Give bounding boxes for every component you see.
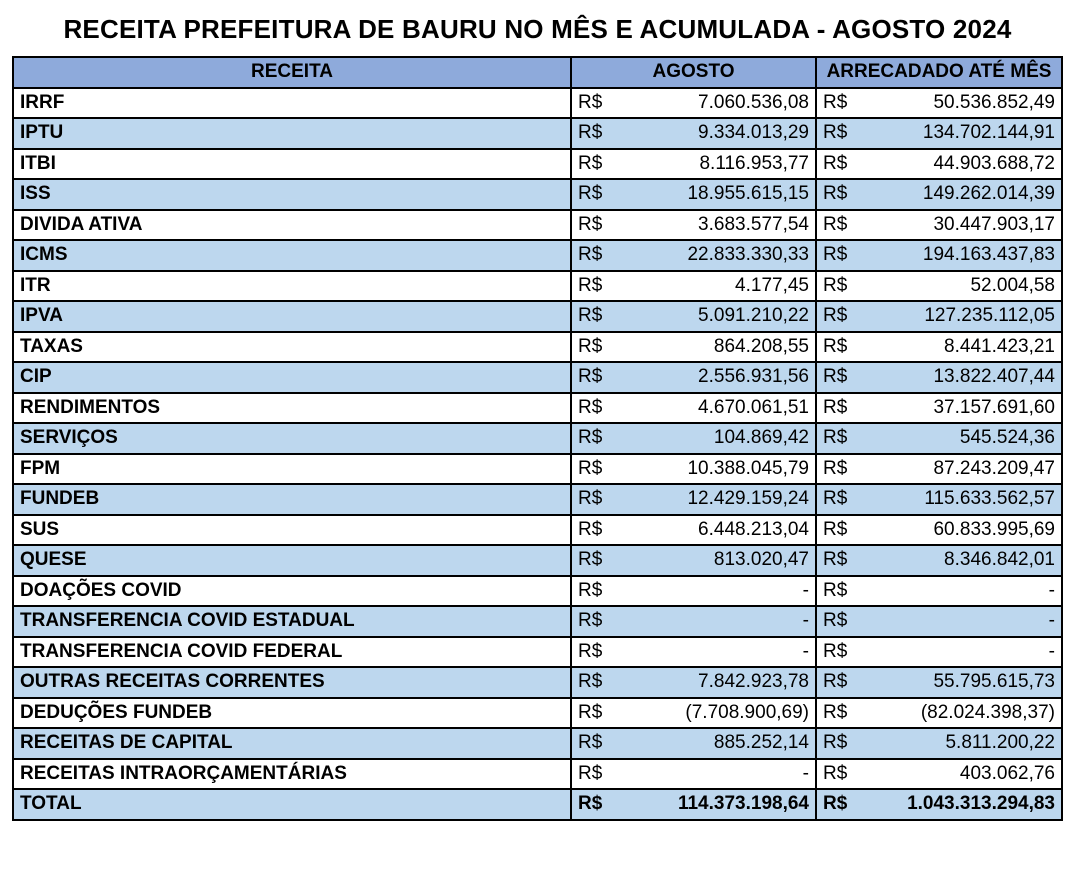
agosto-value: 2.556.931,56 — [616, 362, 816, 393]
acumulado-value: 8.441.423,21 — [861, 332, 1062, 363]
acumulado-currency: R$ — [816, 606, 861, 637]
agosto-currency: R$ — [571, 637, 616, 668]
row-label: ICMS — [13, 240, 571, 271]
acumulado-value: - — [861, 606, 1062, 637]
acumulado-currency: R$ — [816, 271, 861, 302]
acumulado-value: 44.903.688,72 — [861, 149, 1062, 180]
agosto-currency: R$ — [571, 118, 616, 149]
agosto-value: 114.373.198,64 — [616, 789, 816, 820]
acumulado-currency: R$ — [816, 149, 861, 180]
agosto-currency: R$ — [571, 454, 616, 485]
table-row — [13, 759, 1062, 790]
agosto-value: 3.683.577,54 — [616, 210, 816, 241]
acumulado-currency: R$ — [816, 88, 861, 119]
table-row — [13, 179, 1062, 210]
agosto-currency: R$ — [571, 484, 616, 515]
agosto-value: 8.116.953,77 — [616, 149, 816, 180]
row-label: IRRF — [13, 88, 571, 119]
agosto-value: 864.208,55 — [616, 332, 816, 363]
row-label: SUS — [13, 515, 571, 546]
row-label: IPTU — [13, 118, 571, 149]
acumulado-currency: R$ — [816, 179, 861, 210]
agosto-currency: R$ — [571, 240, 616, 271]
row-label: IPVA — [13, 301, 571, 332]
table-row — [13, 362, 1062, 393]
table-row — [13, 271, 1062, 302]
acumulado-value: 13.822.407,44 — [861, 362, 1062, 393]
acumulado-currency: R$ — [816, 301, 861, 332]
table-row — [13, 576, 1062, 607]
agosto-currency: R$ — [571, 545, 616, 576]
table-row — [13, 118, 1062, 149]
acumulado-currency: R$ — [816, 210, 861, 241]
agosto-value: 6.448.213,04 — [616, 515, 816, 546]
row-label: TAXAS — [13, 332, 571, 363]
agosto-currency: R$ — [571, 332, 616, 363]
table-row — [13, 393, 1062, 424]
row-label: ITR — [13, 271, 571, 302]
table-row — [13, 484, 1062, 515]
table-row — [13, 332, 1062, 363]
row-label: FPM — [13, 454, 571, 485]
total-row — [13, 789, 1062, 820]
acumulado-currency: R$ — [816, 515, 861, 546]
row-label: TRANSFERENCIA COVID FEDERAL — [13, 637, 571, 668]
table-header-row — [13, 57, 1062, 88]
agosto-currency: R$ — [571, 362, 616, 393]
acumulado-value: 403.062,76 — [861, 759, 1062, 790]
acumulado-value: 115.633.562,57 — [861, 484, 1062, 515]
acumulado-value: 87.243.209,47 — [861, 454, 1062, 485]
acumulado-currency: R$ — [816, 728, 861, 759]
row-label: OUTRAS RECEITAS CORRENTES — [13, 667, 571, 698]
table-row — [13, 515, 1062, 546]
agosto-currency: R$ — [571, 728, 616, 759]
acumulado-value: 545.524,36 — [861, 423, 1062, 454]
row-label: DEDUÇÕES FUNDEB — [13, 698, 571, 729]
row-label: QUESE — [13, 545, 571, 576]
row-label: FUNDEB — [13, 484, 571, 515]
acumulado-currency: R$ — [816, 637, 861, 668]
table-row — [13, 301, 1062, 332]
acumulado-currency: R$ — [816, 240, 861, 271]
row-label: ISS — [13, 179, 571, 210]
table-row — [13, 728, 1062, 759]
acumulado-currency: R$ — [816, 454, 861, 485]
row-label: RECEITAS INTRAORÇAMENTÁRIAS — [13, 759, 571, 790]
agosto-value: 4.177,45 — [616, 271, 816, 302]
acumulado-value: 50.536.852,49 — [861, 88, 1062, 119]
acumulado-value: 55.795.615,73 — [861, 667, 1062, 698]
acumulado-value: 127.235.112,05 — [861, 301, 1062, 332]
revenue-table — [12, 56, 1063, 821]
acumulado-currency: R$ — [816, 698, 861, 729]
agosto-currency: R$ — [571, 515, 616, 546]
acumulado-currency: R$ — [816, 393, 861, 424]
acumulado-value: 1.043.313.294,83 — [861, 789, 1062, 820]
agosto-currency: R$ — [571, 759, 616, 790]
agosto-currency: R$ — [571, 423, 616, 454]
agosto-value: 9.334.013,29 — [616, 118, 816, 149]
agosto-value: - — [616, 637, 816, 668]
acumulado-currency: R$ — [816, 667, 861, 698]
header-acumulado: ARRECADADO ATÉ MÊS — [816, 57, 1062, 88]
table-row — [13, 240, 1062, 271]
row-label: SERVIÇOS — [13, 423, 571, 454]
agosto-value: 18.955.615,15 — [616, 179, 816, 210]
acumulado-currency: R$ — [816, 759, 861, 790]
table-row — [13, 210, 1062, 241]
agosto-value: 885.252,14 — [616, 728, 816, 759]
row-label: DOAÇÕES COVID — [13, 576, 571, 607]
row-label: DIVIDA ATIVA — [13, 210, 571, 241]
row-label: CIP — [13, 362, 571, 393]
table-row — [13, 149, 1062, 180]
acumulado-value: 60.833.995,69 — [861, 515, 1062, 546]
acumulado-currency: R$ — [816, 576, 861, 607]
agosto-currency: R$ — [571, 393, 616, 424]
acumulado-value: 52.004,58 — [861, 271, 1062, 302]
agosto-currency: R$ — [571, 667, 616, 698]
table-row — [13, 606, 1062, 637]
acumulado-value: 30.447.903,17 — [861, 210, 1062, 241]
agosto-value: 7.060.536,08 — [616, 88, 816, 119]
agosto-currency: R$ — [571, 301, 616, 332]
agosto-currency: R$ — [571, 88, 616, 119]
agosto-value: 5.091.210,22 — [616, 301, 816, 332]
table-row — [13, 545, 1062, 576]
acumulado-currency: R$ — [816, 484, 861, 515]
acumulado-value: 149.262.014,39 — [861, 179, 1062, 210]
row-label: RENDIMENTOS — [13, 393, 571, 424]
row-label: ITBI — [13, 149, 571, 180]
row-label: RECEITAS DE CAPITAL — [13, 728, 571, 759]
acumulado-currency: R$ — [816, 423, 861, 454]
acumulado-value: 5.811.200,22 — [861, 728, 1062, 759]
table-row — [13, 88, 1062, 119]
agosto-currency: R$ — [571, 271, 616, 302]
table-row — [13, 667, 1062, 698]
acumulado-currency: R$ — [816, 545, 861, 576]
agosto-currency: R$ — [571, 149, 616, 180]
agosto-value: 813.020,47 — [616, 545, 816, 576]
agosto-value: - — [616, 606, 816, 637]
acumulado-value: (82.024.398,37) — [861, 698, 1062, 729]
agosto-currency: R$ — [571, 576, 616, 607]
row-label: TRANSFERENCIA COVID ESTADUAL — [13, 606, 571, 637]
agosto-value: 104.869,42 — [616, 423, 816, 454]
agosto-value: (7.708.900,69) — [616, 698, 816, 729]
acumulado-currency: R$ — [816, 332, 861, 363]
table-body — [13, 88, 1062, 820]
agosto-value: 12.429.159,24 — [616, 484, 816, 515]
agosto-value: - — [616, 759, 816, 790]
agosto-currency: R$ — [571, 698, 616, 729]
page-title: RECEITA PREFEITURA DE BAURU NO MÊS E ACUMULADA - AGOSTO 2024 — [63, 14, 1012, 44]
acumulado-value: 37.157.691,60 — [861, 393, 1062, 424]
agosto-currency: R$ — [571, 210, 616, 241]
table-row — [13, 454, 1062, 485]
agosto-value: 4.670.061,51 — [616, 393, 816, 424]
acumulado-value: 194.163.437,83 — [861, 240, 1062, 271]
agosto-currency: R$ — [571, 179, 616, 210]
acumulado-value: - — [861, 576, 1062, 607]
table-row — [13, 698, 1062, 729]
acumulado-value: 134.702.144,91 — [861, 118, 1062, 149]
header-receita: RECEITA — [13, 57, 571, 88]
acumulado-currency: R$ — [816, 118, 861, 149]
acumulado-value: - — [861, 637, 1062, 668]
agosto-value: 10.388.045,79 — [616, 454, 816, 485]
agosto-value: 22.833.330,33 — [616, 240, 816, 271]
table-row — [13, 423, 1062, 454]
header-agosto: AGOSTO — [571, 57, 816, 88]
agosto-value: - — [616, 576, 816, 607]
acumulado-value: 8.346.842,01 — [861, 545, 1062, 576]
acumulado-currency: R$ — [816, 362, 861, 393]
acumulado-currency: R$ — [816, 789, 861, 820]
agosto-currency: R$ — [571, 789, 616, 820]
row-label: TOTAL — [13, 789, 571, 820]
agosto-value: 7.842.923,78 — [616, 667, 816, 698]
table-row — [13, 637, 1062, 668]
agosto-currency: R$ — [571, 606, 616, 637]
